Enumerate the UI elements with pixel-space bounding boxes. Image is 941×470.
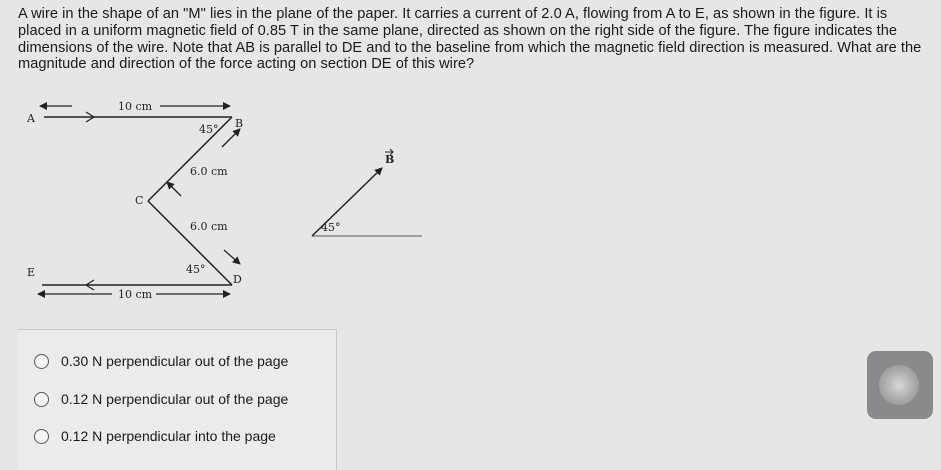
answer-option-label: 0.12 N perpendicular into the page: [61, 428, 276, 444]
point-a-label: A: [27, 112, 35, 125]
field-angle-label: 45°: [321, 221, 341, 234]
field-vector-label: B: [385, 153, 395, 166]
bottom-length-label: 10 cm: [118, 288, 153, 301]
point-b-label: B: [235, 117, 244, 130]
answer-option-2[interactable]: [34, 388, 288, 410]
radio-button[interactable]: [34, 354, 49, 369]
angle-b-label: 45°: [199, 123, 219, 136]
dimension-arrow-bc: [222, 129, 240, 147]
question-text: A wire in the shape of an "M" lies in the plane of the paper. It carries a current of 2.0 A, flowing from A to E, as shown in the figure. It is placed in a uniform magnetic field of 0.85 T in the same plane, directed as shown on the right side of the figure. The figure indicates the dimensions of the wire. Note that AB is parallel to DE and to the baseline from which the magnetic field direction is measured. What are the magnitude and direction of the force acting on section DE of this wire?: [18, 6, 922, 73]
radio-button[interactable]: [34, 392, 49, 407]
floating-assistant-button[interactable]: [867, 351, 933, 419]
answer-option-label: 0.12 N perpendicular out of the page: [61, 391, 289, 407]
angle-d-label: 45°: [186, 263, 206, 276]
segment-cd-label: 6.0 cm: [190, 220, 228, 233]
answer-option-1[interactable]: [34, 350, 288, 372]
glow-icon: [879, 365, 919, 405]
wire-bc: [148, 117, 232, 201]
top-length-label: 10 cm: [118, 100, 153, 113]
answer-option-label: 0.30 N perpendicular out of the page: [61, 353, 289, 369]
radio-button[interactable]: [34, 429, 49, 444]
answer-option-3[interactable]: [34, 425, 276, 447]
point-d-label: D: [233, 273, 242, 286]
segment-bc-label: 6.0 cm: [190, 165, 228, 178]
dimension-arrow-cd: [224, 250, 240, 264]
current-arrow-bc: [167, 182, 181, 196]
point-c-label: C: [135, 194, 144, 207]
field-label: [385, 149, 394, 166]
point-e-label: E: [27, 266, 36, 279]
